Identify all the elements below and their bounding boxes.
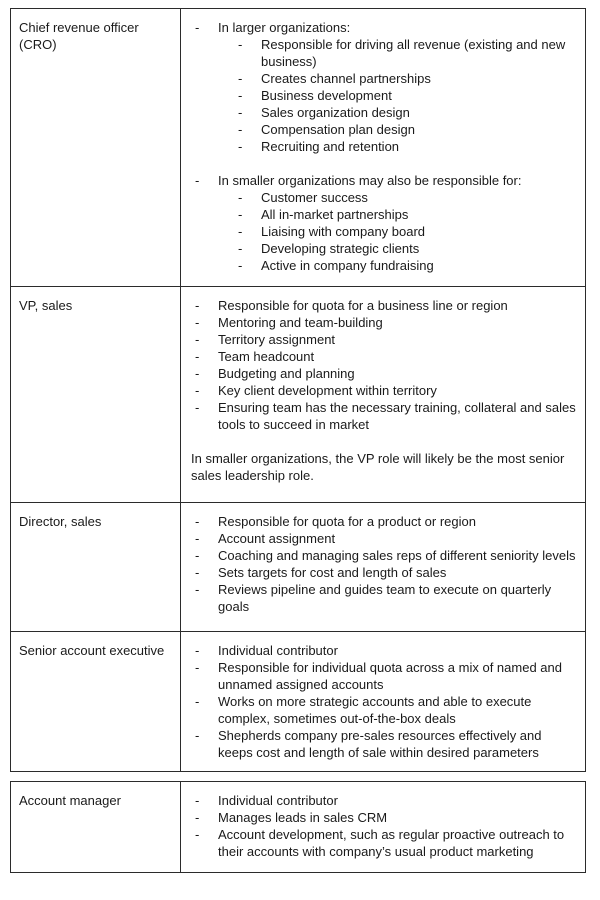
dash-bullet-marker: - bbox=[238, 88, 243, 103]
dash-bullet-marker: - bbox=[195, 531, 200, 546]
responsibilities-cell bbox=[181, 287, 585, 502]
bullet-row bbox=[195, 172, 577, 189]
bullet-text: Responsible for quota for a business line or region bbox=[218, 298, 508, 313]
dash-bullet-marker: - bbox=[238, 207, 243, 222]
bullet-item bbox=[195, 348, 577, 365]
bullet-item bbox=[195, 399, 577, 433]
bullet-text: Budgeting and planning bbox=[218, 366, 355, 381]
bullet-row bbox=[238, 206, 577, 223]
bullet-item bbox=[195, 331, 577, 348]
role-cell bbox=[11, 287, 181, 502]
bullet-item bbox=[195, 382, 577, 399]
dash-bullet-marker: - bbox=[238, 122, 243, 137]
dash-bullet-marker: - bbox=[195, 298, 200, 313]
responsibilities-cell bbox=[181, 782, 585, 872]
bullet-text: Key client development within territory bbox=[218, 383, 437, 398]
bullet-item bbox=[238, 138, 577, 155]
dash-bullet-marker: - bbox=[238, 37, 243, 52]
bullet-item bbox=[238, 104, 577, 121]
bullet-item bbox=[195, 727, 577, 761]
bullet-text: Individual contributor bbox=[218, 793, 338, 808]
bullet-text: In smaller organizations may also be responsible for: bbox=[218, 173, 522, 188]
responsibilities-cell bbox=[181, 632, 585, 771]
bullet-row bbox=[195, 581, 577, 615]
bullet-item bbox=[238, 70, 577, 87]
bullet-list bbox=[195, 172, 577, 274]
bullet-item bbox=[195, 792, 577, 809]
bullet-row bbox=[195, 693, 577, 727]
bullet-text: All in-market partnerships bbox=[261, 207, 409, 222]
dash-bullet-marker: - bbox=[195, 366, 200, 381]
bullet-text: Manages leads in sales CRM bbox=[218, 810, 388, 825]
bullet-item bbox=[238, 87, 577, 104]
bullet-row bbox=[238, 104, 577, 121]
bullet-item bbox=[195, 659, 577, 693]
bullet-text: Individual contributor bbox=[218, 643, 338, 658]
bullet-item bbox=[195, 365, 577, 382]
dash-bullet-marker: - bbox=[195, 728, 200, 743]
bullet-row bbox=[195, 314, 577, 331]
dash-bullet-marker: - bbox=[238, 139, 243, 154]
dash-bullet-marker: - bbox=[195, 20, 200, 35]
dash-bullet-marker: - bbox=[195, 315, 200, 330]
bullet-text: Team headcount bbox=[218, 349, 315, 364]
dash-bullet-marker: - bbox=[195, 810, 200, 825]
bullet-text: Developing strategic clients bbox=[261, 241, 420, 256]
bullet-text: Sets targets for cost and length of sales bbox=[218, 565, 447, 580]
dash-bullet-marker: - bbox=[195, 514, 200, 529]
bullet-row bbox=[195, 642, 577, 659]
bullet-text: Responsible for driving all revenue (existing and new business) bbox=[261, 37, 566, 69]
table-row-cro bbox=[11, 9, 585, 286]
dash-bullet-marker: - bbox=[238, 105, 243, 120]
role-cell bbox=[11, 9, 181, 286]
dash-bullet-marker: - bbox=[195, 694, 200, 709]
bullet-item bbox=[238, 36, 577, 70]
dash-bullet-marker: - bbox=[195, 793, 200, 808]
bullet-row bbox=[238, 240, 577, 257]
bullet-list bbox=[195, 297, 577, 433]
sub-bullet-list bbox=[238, 189, 577, 274]
bullet-row bbox=[195, 331, 577, 348]
dash-bullet-marker: - bbox=[195, 173, 200, 188]
bullet-item bbox=[195, 19, 577, 155]
bullet-row bbox=[238, 70, 577, 87]
sub-bullet-list bbox=[238, 36, 577, 155]
role-name: Account manager bbox=[19, 793, 121, 808]
role-name: VP, sales bbox=[19, 298, 73, 313]
bullet-item bbox=[238, 189, 577, 206]
bullet-row bbox=[195, 809, 577, 826]
bullet-text: Active in company fundraising bbox=[261, 258, 434, 273]
table-row-account-manager bbox=[11, 782, 585, 872]
bullet-text: Sales organization design bbox=[261, 105, 410, 120]
bullet-text: Responsible for quota for a product or region bbox=[218, 514, 476, 529]
table-row-senior-account-executive bbox=[11, 631, 585, 771]
dash-bullet-marker: - bbox=[195, 582, 200, 597]
bullet-row bbox=[195, 727, 577, 761]
bullet-item bbox=[238, 121, 577, 138]
dash-bullet-marker: - bbox=[195, 383, 200, 398]
bullet-list bbox=[195, 792, 577, 860]
bullet-row bbox=[195, 382, 577, 399]
bullet-item bbox=[195, 581, 577, 615]
bullet-row bbox=[195, 348, 577, 365]
account-manager-table bbox=[10, 781, 586, 873]
bullet-text: Reviews pipeline and guides team to execute on quarterly goals bbox=[218, 582, 552, 614]
bullet-row bbox=[195, 365, 577, 382]
bullet-item bbox=[195, 172, 577, 274]
blank-line bbox=[191, 433, 577, 450]
bullet-row bbox=[195, 399, 577, 433]
bullet-item bbox=[195, 297, 577, 314]
bullet-item bbox=[238, 240, 577, 257]
responsibilities-cell bbox=[181, 503, 585, 631]
role-name: Chief revenue officer (CRO) bbox=[19, 20, 139, 52]
dash-bullet-marker: - bbox=[195, 548, 200, 563]
table-row-director-sales bbox=[11, 502, 585, 631]
dash-bullet-marker: - bbox=[238, 190, 243, 205]
bullet-row bbox=[238, 36, 577, 70]
bullet-row bbox=[238, 121, 577, 138]
dash-bullet-marker: - bbox=[238, 241, 243, 256]
note-paragraph: In smaller organizations, the VP role will likely be the most senior sales leadership role. bbox=[191, 451, 565, 483]
bullet-row bbox=[195, 297, 577, 314]
bullet-list bbox=[195, 513, 577, 615]
role-cell bbox=[11, 503, 181, 631]
bullet-row bbox=[195, 564, 577, 581]
bullet-text: Customer success bbox=[261, 190, 368, 205]
bullet-row bbox=[238, 189, 577, 206]
bullet-item bbox=[195, 809, 577, 826]
dash-bullet-marker: - bbox=[238, 258, 243, 273]
bullet-row bbox=[195, 659, 577, 693]
dash-bullet-marker: - bbox=[195, 827, 200, 842]
bullet-item bbox=[195, 642, 577, 659]
bullet-item bbox=[238, 257, 577, 274]
bullet-text: Liaising with company board bbox=[261, 224, 426, 239]
bullet-item bbox=[195, 693, 577, 727]
bullet-row bbox=[238, 138, 577, 155]
dash-bullet-marker: - bbox=[195, 643, 200, 658]
bullet-text: Account assignment bbox=[218, 531, 336, 546]
bullet-text: Mentoring and team-building bbox=[218, 315, 383, 330]
bullet-text: Creates channel partnerships bbox=[261, 71, 431, 86]
sales-roles-table bbox=[10, 8, 586, 772]
role-cell bbox=[11, 632, 181, 771]
bullet-text: Account development, such as regular proactive outreach to their accounts with company’s usual product marketing bbox=[218, 827, 565, 859]
dash-bullet-marker: - bbox=[195, 565, 200, 580]
role-name: Director, sales bbox=[19, 514, 102, 529]
bullet-list bbox=[195, 642, 577, 761]
bullet-text: Responsible for individual quota across a mix of named and unnamed assigned accounts bbox=[218, 660, 562, 692]
bullet-row bbox=[195, 19, 577, 36]
bullet-item bbox=[238, 206, 577, 223]
bullet-text: Business development bbox=[261, 88, 392, 103]
bullet-row bbox=[238, 257, 577, 274]
dash-bullet-marker: - bbox=[195, 400, 200, 415]
bullet-text: Recruiting and retention bbox=[261, 139, 400, 154]
blank-line bbox=[191, 155, 577, 172]
responsibilities-cell bbox=[181, 9, 585, 286]
bullet-row bbox=[195, 547, 577, 564]
role-name: Senior account executive bbox=[19, 643, 165, 658]
bullet-text: Compensation plan design bbox=[261, 122, 415, 137]
bullet-item bbox=[195, 826, 577, 860]
bullet-text: Shepherds company pre-sales resources effectively and keeps cost and length of sale within desired parameters bbox=[218, 728, 542, 760]
bullet-row bbox=[195, 826, 577, 860]
bullet-item bbox=[195, 314, 577, 331]
bullet-item bbox=[195, 547, 577, 564]
bullet-row bbox=[195, 530, 577, 547]
role-cell bbox=[11, 782, 181, 872]
bullet-item bbox=[195, 564, 577, 581]
table-row-vp-sales bbox=[11, 286, 585, 502]
bullet-list bbox=[195, 19, 577, 155]
bullet-text: Works on more strategic accounts and able to execute complex, sometimes out-of-the-box deals bbox=[218, 694, 532, 726]
bullet-row bbox=[195, 513, 577, 530]
bullet-row bbox=[238, 223, 577, 240]
dash-bullet-marker: - bbox=[195, 660, 200, 675]
bullet-row bbox=[195, 792, 577, 809]
bullet-text: Territory assignment bbox=[218, 332, 336, 347]
bullet-text: Ensuring team has the necessary training, collateral and sales tools to succeed in market bbox=[218, 400, 576, 432]
bullet-item bbox=[195, 513, 577, 530]
bullet-text: Coaching and managing sales reps of different seniority levels bbox=[218, 548, 576, 563]
dash-bullet-marker: - bbox=[238, 71, 243, 86]
bullet-item bbox=[238, 223, 577, 240]
dash-bullet-marker: - bbox=[238, 224, 243, 239]
bullet-item bbox=[195, 530, 577, 547]
bullet-row bbox=[238, 87, 577, 104]
dash-bullet-marker: - bbox=[195, 332, 200, 347]
dash-bullet-marker: - bbox=[195, 349, 200, 364]
bullet-text: In larger organizations: bbox=[218, 20, 351, 35]
